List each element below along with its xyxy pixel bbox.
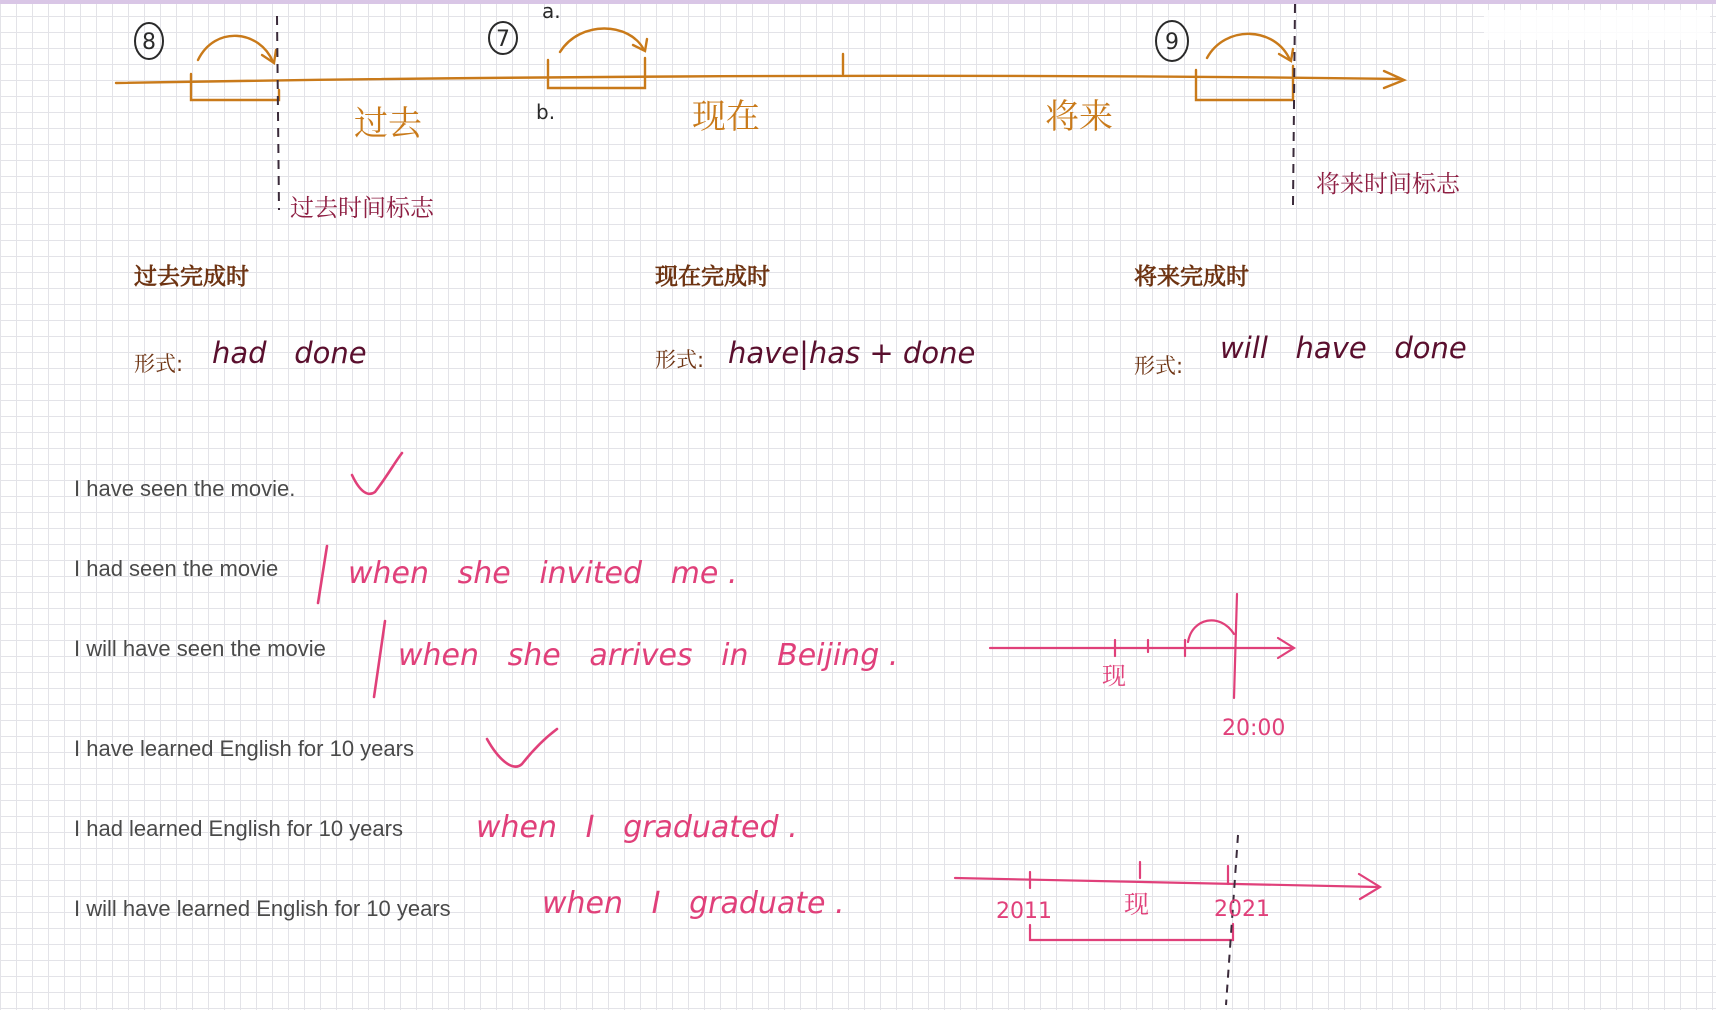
present-label: 现在 — [692, 97, 760, 137]
divider-stroke-2 — [374, 621, 385, 697]
clause-5: when I graduated . — [476, 810, 798, 845]
main-timeline — [116, 29, 1404, 101]
mini-timeline-1-time: 20:00 — [1222, 716, 1286, 741]
check-mark-2 — [487, 729, 557, 767]
example-sentence-4: I have learned English for 10 years — [74, 736, 414, 761]
mini-timeline-1 — [990, 594, 1294, 698]
present-arc — [560, 29, 644, 53]
marker-9: 9 — [1165, 30, 1179, 55]
future-perfect-form: will have done — [1220, 331, 1467, 365]
future-marker-line — [1293, 4, 1295, 205]
timeline-axis — [116, 76, 1400, 83]
future-marker-annotation: 将来时间标志 — [1316, 170, 1460, 198]
point-a-label: a. — [542, 0, 561, 23]
past-perfect-form: had done — [212, 336, 367, 370]
marker-8: 8 — [142, 30, 156, 55]
past-marker-annotation: 过去时间标志 — [290, 194, 434, 222]
mini-timeline-1-vertical — [1234, 594, 1237, 698]
marker-7: 7 — [496, 27, 510, 52]
present-bracket — [548, 58, 645, 88]
clause-6: when I graduate . — [542, 886, 845, 921]
past-bracket — [191, 74, 279, 100]
past-label: 过去 — [354, 104, 422, 144]
marker-lines — [277, 4, 1295, 210]
clause-2: when she invited me . — [348, 556, 738, 591]
mini-timeline-1-now: 现 — [1102, 662, 1126, 690]
present-perfect-form-label: 形式: — [655, 348, 705, 372]
point-b-label: b. — [536, 100, 556, 124]
future-bracket — [1196, 66, 1293, 100]
example-sentence-5: I had learned English for 10 years — [74, 816, 403, 841]
circled-markers — [135, 21, 1188, 61]
past-marker-line — [277, 16, 279, 210]
mini-timeline-2-axis — [955, 878, 1378, 887]
past-perfect-form-label: 形式: — [134, 352, 184, 376]
present-perfect-form: have|has + done — [728, 336, 976, 370]
mini-timeline-2-start: 2011 — [996, 899, 1052, 924]
past-arc — [198, 36, 273, 62]
future-perfect-heading: 将来完成时 — [1134, 264, 1249, 290]
check-mark-1 — [352, 453, 402, 494]
mini-timeline-2-now: 现 — [1124, 890, 1150, 919]
mini-timeline-1-arc — [1188, 620, 1234, 642]
example-sentence-2: I had seen the movie — [74, 556, 279, 581]
example-sentence-1: I have seen the movie. — [74, 476, 296, 501]
present-perfect-heading: 现在完成时 — [655, 264, 770, 290]
mini-timeline-2-bracket — [1030, 924, 1233, 940]
example-sentence-6: I will have learned English for 10 years — [74, 896, 451, 921]
future-arc — [1207, 34, 1290, 60]
past-perfect-heading: 过去完成时 — [134, 264, 249, 290]
clause-3: when she arrives in Beijing . — [398, 638, 899, 673]
example-sentence-3: I will have seen the movie — [74, 636, 326, 661]
future-perfect-form-label: 形式: — [1134, 354, 1184, 378]
future-label: 将来 — [1045, 97, 1113, 137]
mini-timeline-2-end: 2021 — [1214, 897, 1270, 922]
divider-stroke-1 — [318, 546, 327, 603]
